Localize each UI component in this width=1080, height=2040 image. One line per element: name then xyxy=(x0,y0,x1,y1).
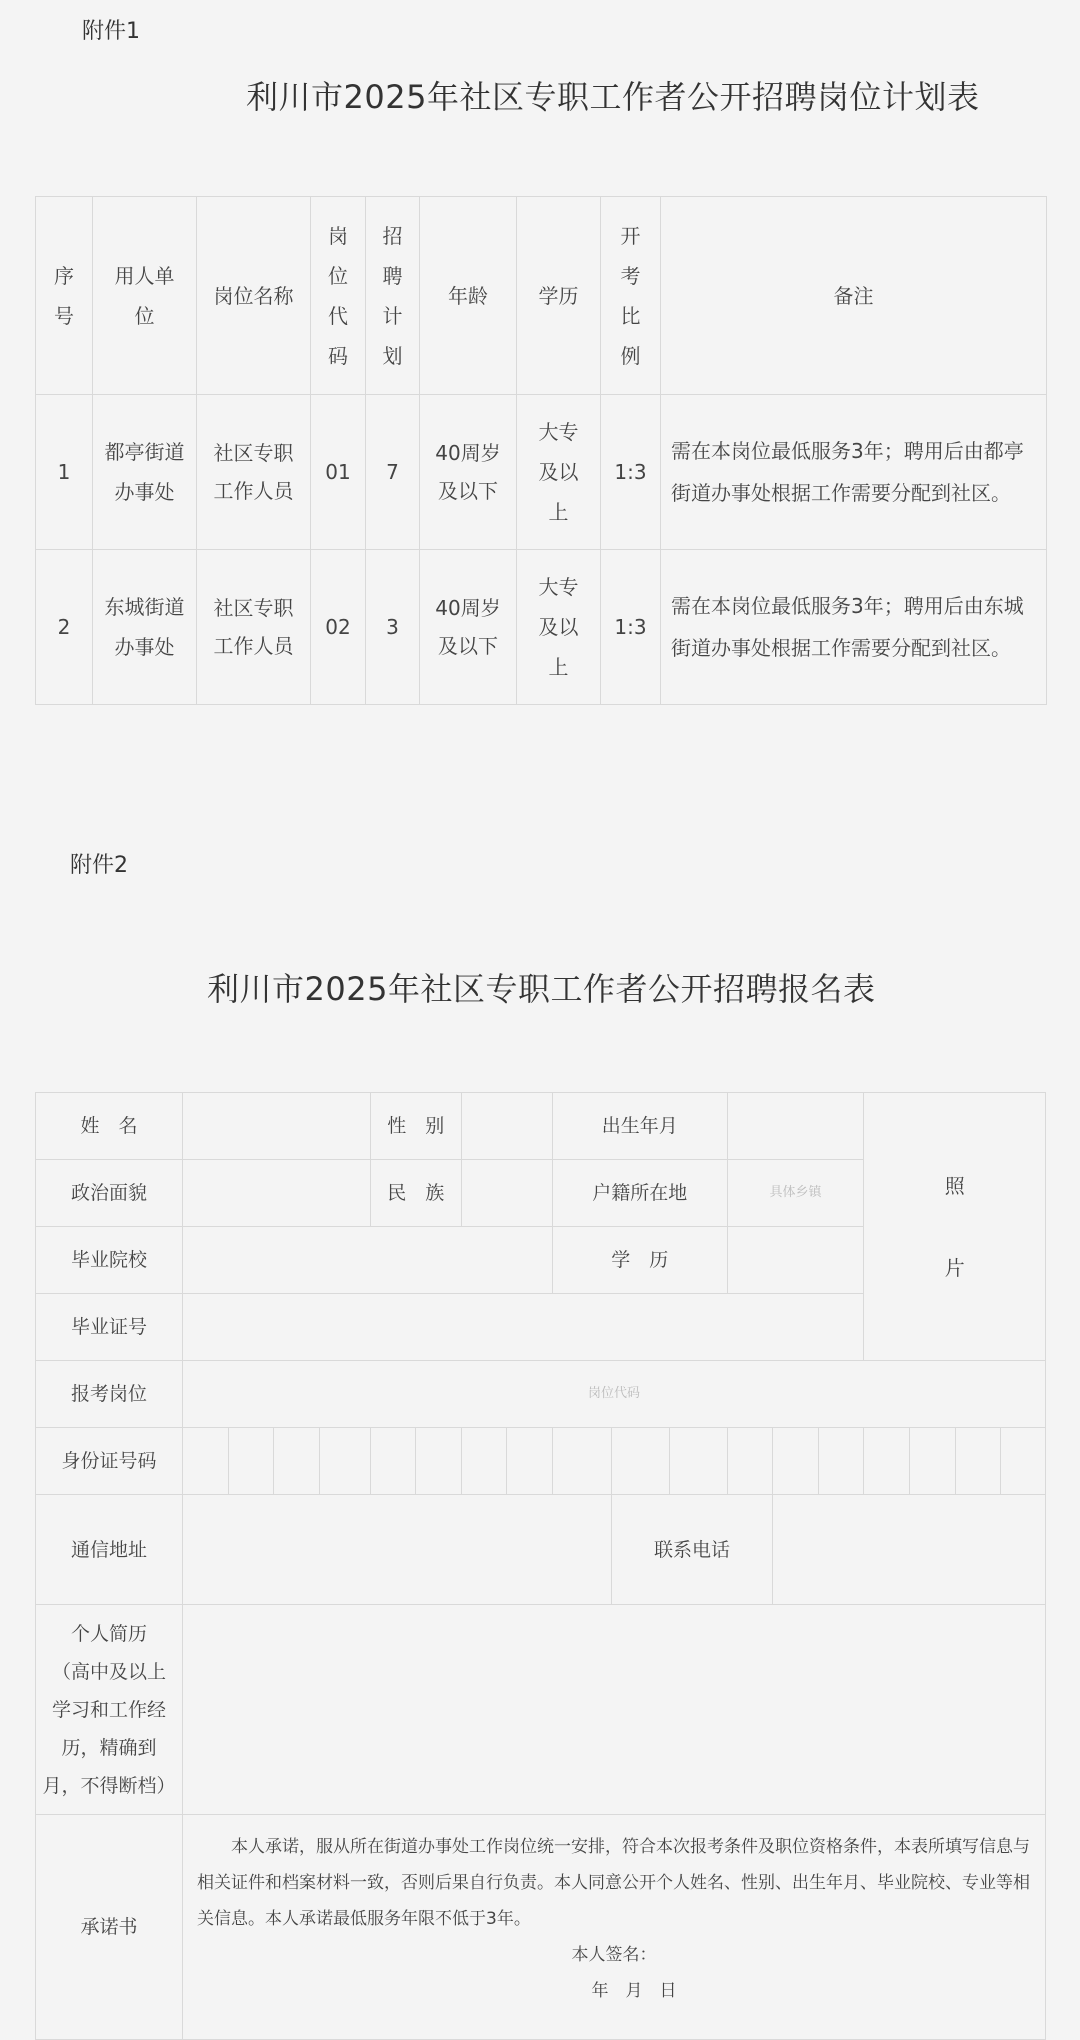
school-label: 毕业院校 xyxy=(36,1227,183,1294)
cert-input[interactable] xyxy=(183,1294,864,1361)
apply-post-label: 报考岗位 xyxy=(36,1361,183,1428)
resume-label-line: 月，不得断档） xyxy=(42,1774,176,1797)
row1-code: 01 xyxy=(311,395,366,550)
attachment2-title: 利川市2025年社区专职工作者公开招聘报名表 xyxy=(207,970,876,1008)
id-digit-box[interactable] xyxy=(553,1428,612,1495)
row2-position: 社区专职工作人员 xyxy=(197,550,311,705)
row1-position: 社区专职工作人员 xyxy=(197,395,311,550)
resume-label xyxy=(36,1605,183,1815)
address-label: 通信地址 xyxy=(36,1495,183,1605)
photo-box[interactable] xyxy=(864,1093,1046,1361)
form-row-id xyxy=(36,1428,1046,1495)
id-digit-box[interactable] xyxy=(319,1428,370,1495)
id-digit-box[interactable] xyxy=(910,1428,956,1495)
id-digit-box[interactable] xyxy=(228,1428,274,1495)
political-input[interactable] xyxy=(183,1160,371,1227)
header-no: 序号 xyxy=(36,197,93,395)
education-label: 学 历 xyxy=(553,1227,727,1294)
address-input[interactable] xyxy=(183,1495,612,1605)
id-digit-box[interactable] xyxy=(611,1428,669,1495)
form-row-name xyxy=(36,1093,1046,1160)
resume-label-line: 学习和工作经 xyxy=(52,1698,167,1721)
hukou-input[interactable]: 具体乡镇 xyxy=(727,1160,864,1227)
attachment1-title: 利川市2025年社区专职工作者公开招聘岗位计划表 xyxy=(246,78,980,116)
hukou-label: 户籍所在地 xyxy=(553,1160,727,1227)
table-row xyxy=(36,550,1047,705)
row2-age: 40周岁及以下 xyxy=(420,550,517,705)
header-position: 岗位名称 xyxy=(197,197,311,395)
id-digit-box[interactable] xyxy=(773,1428,819,1495)
form-row-apply-post xyxy=(36,1361,1046,1428)
registration-form-table xyxy=(35,1092,1046,2040)
form-row-resume xyxy=(36,1605,1046,1815)
birth-label: 出生年月 xyxy=(553,1093,727,1160)
row1-edu: 大专及以上 xyxy=(517,395,601,550)
phone-input[interactable] xyxy=(773,1495,1046,1605)
row1-unit: 都亭街道办事处 xyxy=(93,395,197,550)
header-note: 备注 xyxy=(661,197,1047,395)
ethnicity-label: 民 族 xyxy=(370,1160,461,1227)
education-input[interactable] xyxy=(727,1227,864,1294)
header-age: 年龄 xyxy=(420,197,517,395)
attachment2-label: 附件2 xyxy=(70,853,128,878)
position-plan-table xyxy=(35,196,1047,705)
resume-label-line: 个人简历 xyxy=(71,1622,148,1645)
photo-label-2: 片 xyxy=(944,1255,965,1280)
row2-plan: 3 xyxy=(366,550,420,705)
row2-unit: 东城街道办事处 xyxy=(93,550,197,705)
resume-label-line: （高中及以上 xyxy=(52,1660,167,1683)
resume-label-line: 历，精确到 xyxy=(61,1736,157,1759)
gender-label: 性 别 xyxy=(370,1093,461,1160)
id-digit-box[interactable] xyxy=(818,1428,864,1495)
promise-label: 承诺书 xyxy=(36,1815,183,2040)
apply-post-input[interactable]: 岗位代码 xyxy=(183,1361,1046,1428)
row2-edu: 大专及以上 xyxy=(517,550,601,705)
name-input[interactable] xyxy=(183,1093,371,1160)
row1-age: 40周岁及以下 xyxy=(420,395,517,550)
id-number-label: 身份证号码 xyxy=(36,1428,183,1495)
attachment1-label: 附件1 xyxy=(82,19,140,44)
phone-label: 联系电话 xyxy=(611,1495,772,1605)
birth-input[interactable] xyxy=(727,1093,864,1160)
header-edu: 学历 xyxy=(517,197,601,395)
photo-label-1: 照 xyxy=(944,1173,965,1198)
header-code: 岗位代码 xyxy=(311,197,366,395)
promise-content xyxy=(183,1815,1046,2040)
promise-text: 本人承诺，服从所在街道办事处工作岗位统一安排，符合本次报考条件及职位资格条件，本表所填写信息与相关证件和档案材料一致，否则后果自行负责。本人同意公开个人姓名、性别、出生年月、毕业院校、专业等相关信息。本人承诺最低服务年限不低于3年。 xyxy=(197,1837,1031,1929)
id-digit-box[interactable] xyxy=(727,1428,773,1495)
header-unit: 用人单位 xyxy=(93,197,197,395)
id-digit-box[interactable] xyxy=(669,1428,727,1495)
table-header-row xyxy=(36,197,1047,395)
id-digit-box[interactable] xyxy=(461,1428,507,1495)
name-label: 姓 名 xyxy=(36,1093,183,1160)
row1-ratio: 1:3 xyxy=(601,395,661,550)
form-row-promise xyxy=(36,1815,1046,2040)
row2-note: 需在本岗位最低服务3年；聘用后由东城街道办事处根据工作需要分配到社区。 xyxy=(661,550,1047,705)
id-digit-box[interactable] xyxy=(955,1428,1001,1495)
row2-no: 2 xyxy=(36,550,93,705)
id-digit-box[interactable] xyxy=(1001,1428,1046,1495)
header-plan: 招聘计划 xyxy=(366,197,420,395)
date-label: 年 月 日 xyxy=(591,1981,677,2001)
id-digit-box[interactable] xyxy=(274,1428,320,1495)
ethnicity-input[interactable] xyxy=(461,1160,552,1227)
id-digit-box[interactable] xyxy=(864,1428,910,1495)
gender-input[interactable] xyxy=(461,1093,552,1160)
row1-no: 1 xyxy=(36,395,93,550)
resume-input[interactable] xyxy=(183,1605,1046,1815)
signature-label: 本人签名： xyxy=(571,1945,657,1965)
id-digit-box[interactable] xyxy=(507,1428,553,1495)
id-digit-box[interactable] xyxy=(183,1428,229,1495)
id-digit-box[interactable] xyxy=(416,1428,462,1495)
id-digit-box[interactable] xyxy=(370,1428,416,1495)
header-ratio: 开考比例 xyxy=(601,197,661,395)
school-input[interactable] xyxy=(183,1227,553,1294)
table-row xyxy=(36,395,1047,550)
cert-label: 毕业证号 xyxy=(36,1294,183,1361)
political-label: 政治面貌 xyxy=(36,1160,183,1227)
row2-code: 02 xyxy=(311,550,366,705)
row1-note: 需在本岗位最低服务3年；聘用后由都亭街道办事处根据工作需要分配到社区。 xyxy=(661,395,1047,550)
form-row-address xyxy=(36,1495,1046,1605)
row2-ratio: 1:3 xyxy=(601,550,661,705)
row1-plan: 7 xyxy=(366,395,420,550)
